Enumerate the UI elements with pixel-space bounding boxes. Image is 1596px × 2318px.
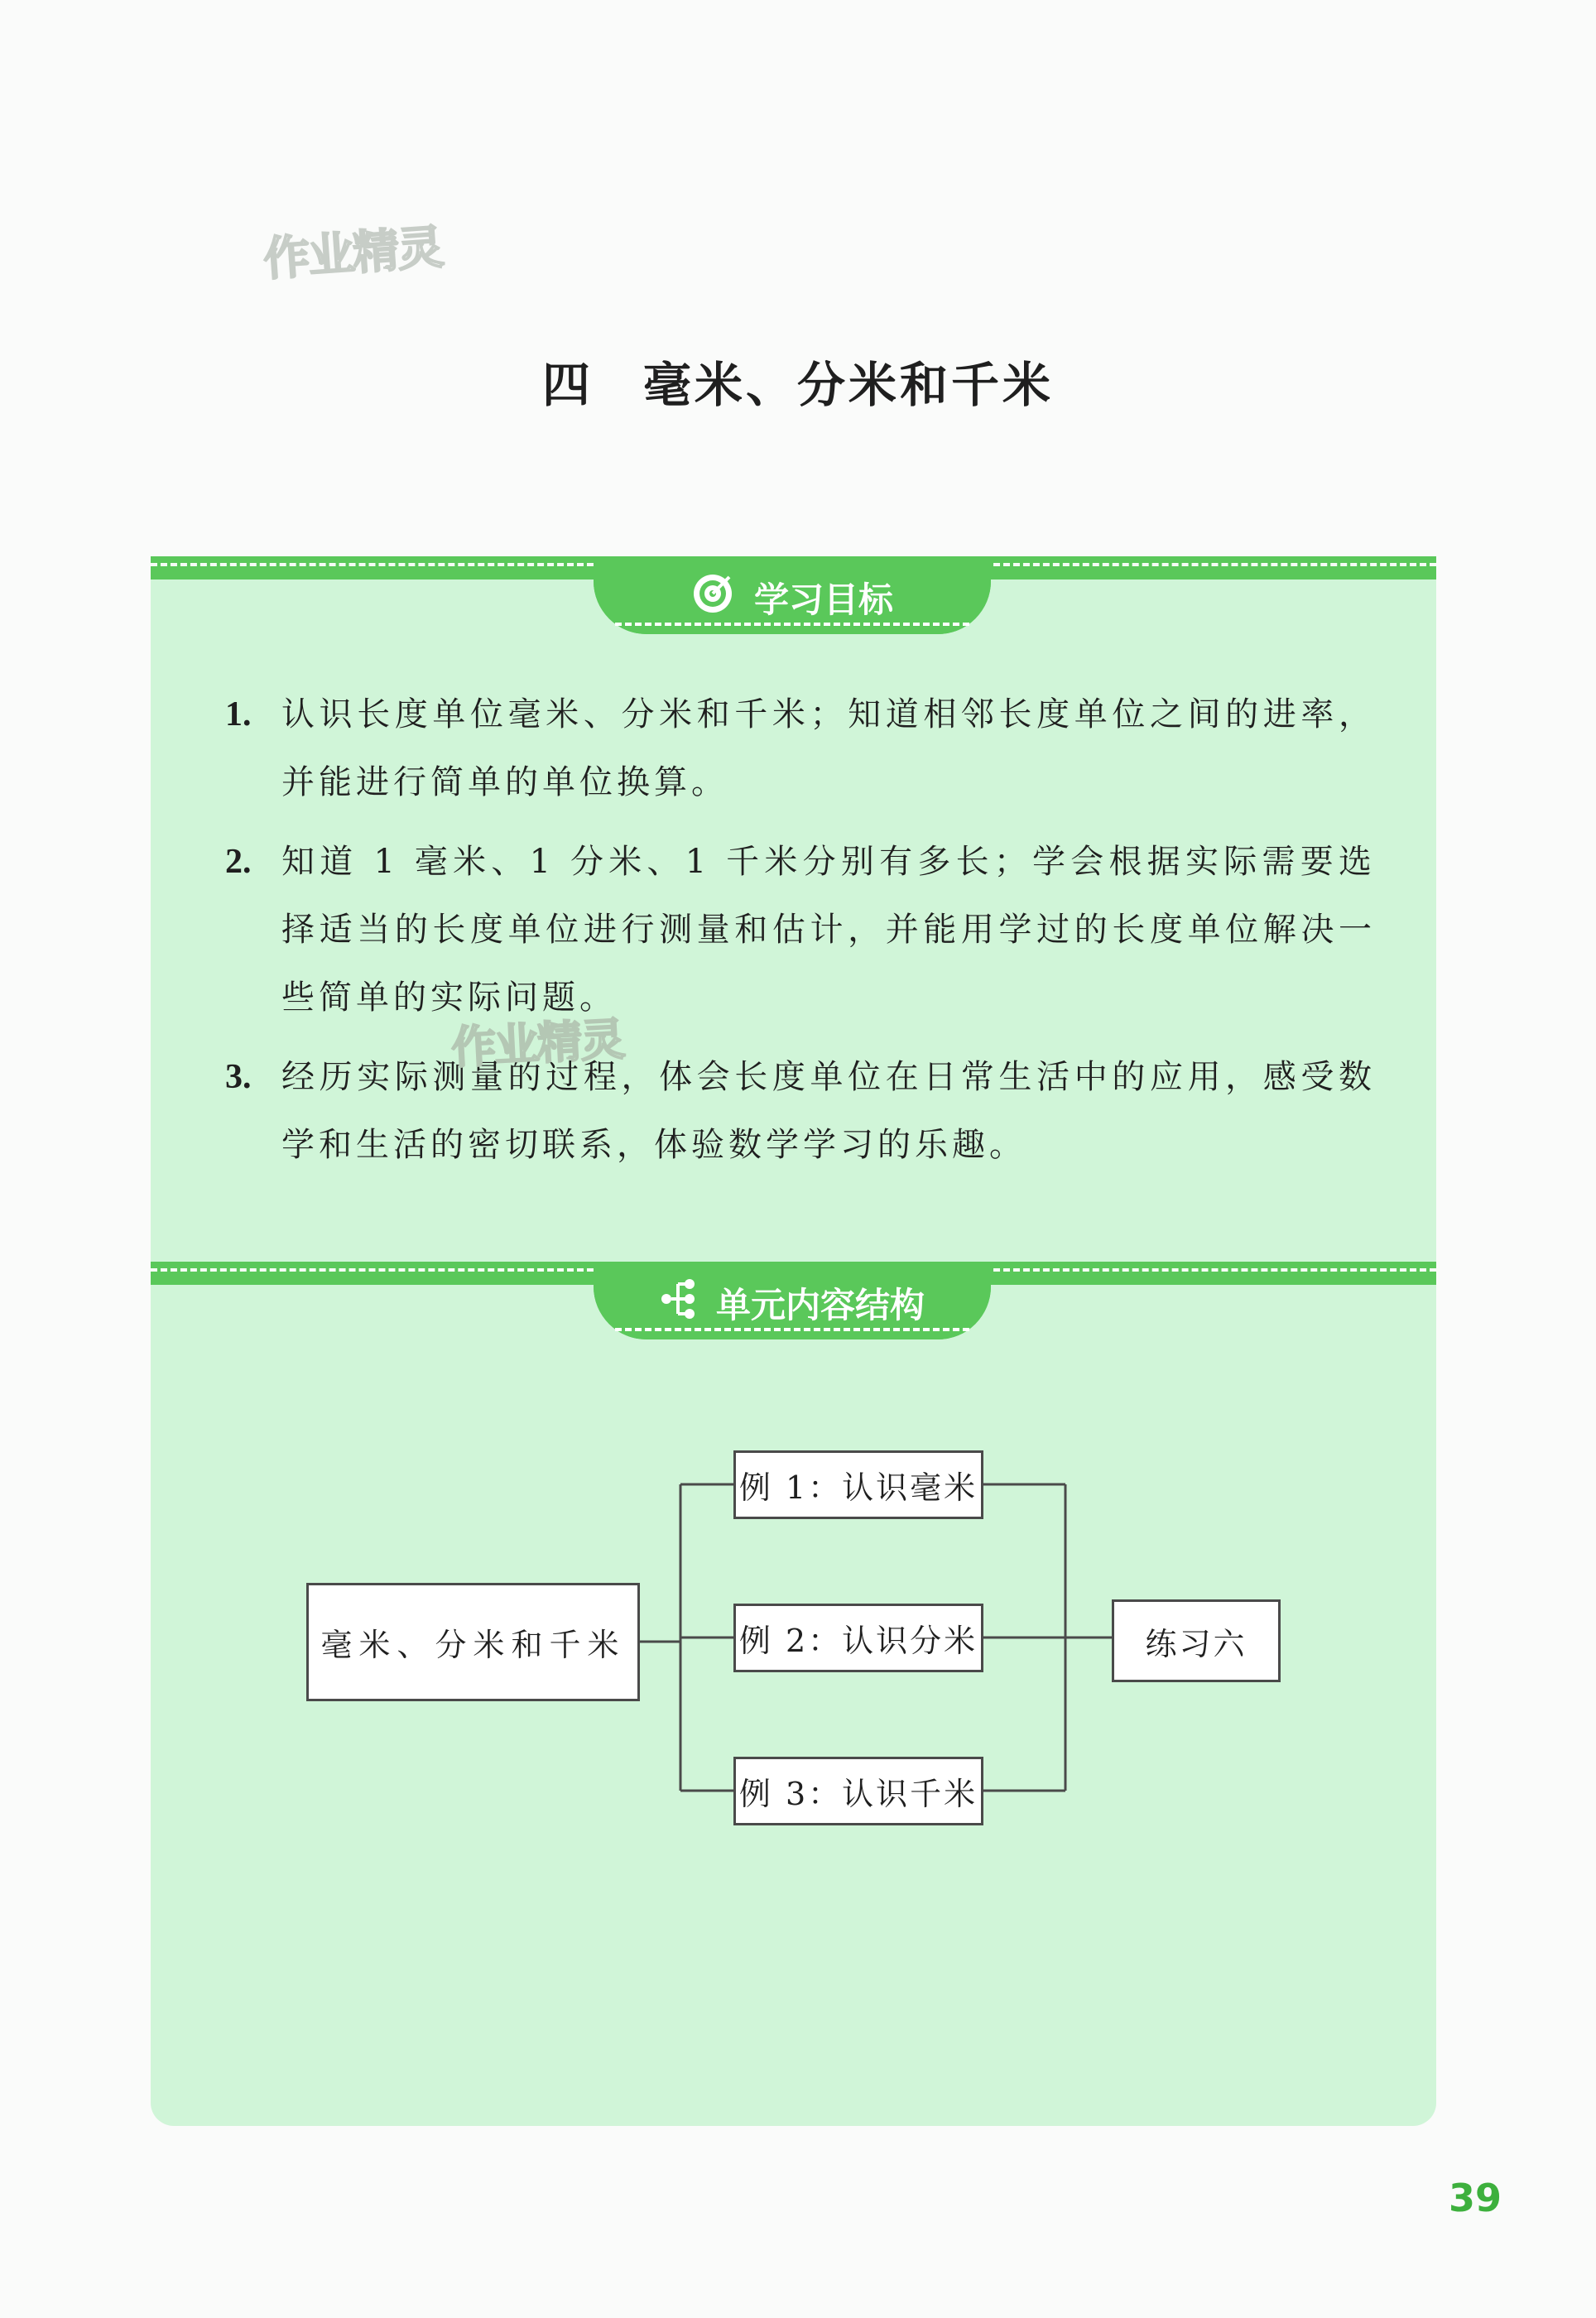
goals-title: 学习目标 xyxy=(753,580,893,620)
watermark-top: 作业精灵 xyxy=(262,220,445,287)
content-panel xyxy=(151,556,1436,2126)
structure-example-box: 例 1：认识毫米 xyxy=(733,1450,983,1519)
page-number: 39 xyxy=(1449,2176,1502,2220)
structure-connectors xyxy=(151,556,1436,2126)
chapter-number: 四 xyxy=(541,357,594,413)
goal-text: 知道 1 毫米、1 分米、1 千米分别有多长；学会根据实际需要选择适当的长度单位进行测量和估计，并能用学过的长度单位解决一些简单的实际问题。 xyxy=(281,843,1376,1017)
goal-index: 1. xyxy=(225,695,252,733)
chapter-title xyxy=(0,346,1596,416)
goal-text: 经历实际测量的过程，体会长度单位在日常生活中的应用，感受数学和生活的密切联系，体验数学学习的乐趣。 xyxy=(281,1058,1376,1164)
structure-example-box: 例 3：认识千米 xyxy=(733,1757,983,1825)
structure-example-box: 例 2：认识分米 xyxy=(733,1604,983,1672)
goal-text: 认识长度单位毫米、分米和千米；知道相邻长度单位之间的进率，并能进行简单的单位换算。 xyxy=(281,695,1376,801)
goal-index: 2. xyxy=(225,843,252,881)
watermark-middle: 作业精灵 xyxy=(449,1012,625,1075)
chapter-name: 毫米、分米和千米 xyxy=(643,357,1055,413)
structure-practice-box: 练习六 xyxy=(1112,1599,1281,1682)
structure-title: 单元内容结构 xyxy=(715,1285,925,1325)
structure-root-box: 毫米、分米和千米 xyxy=(306,1583,640,1701)
goal-index: 3. xyxy=(225,1058,252,1096)
